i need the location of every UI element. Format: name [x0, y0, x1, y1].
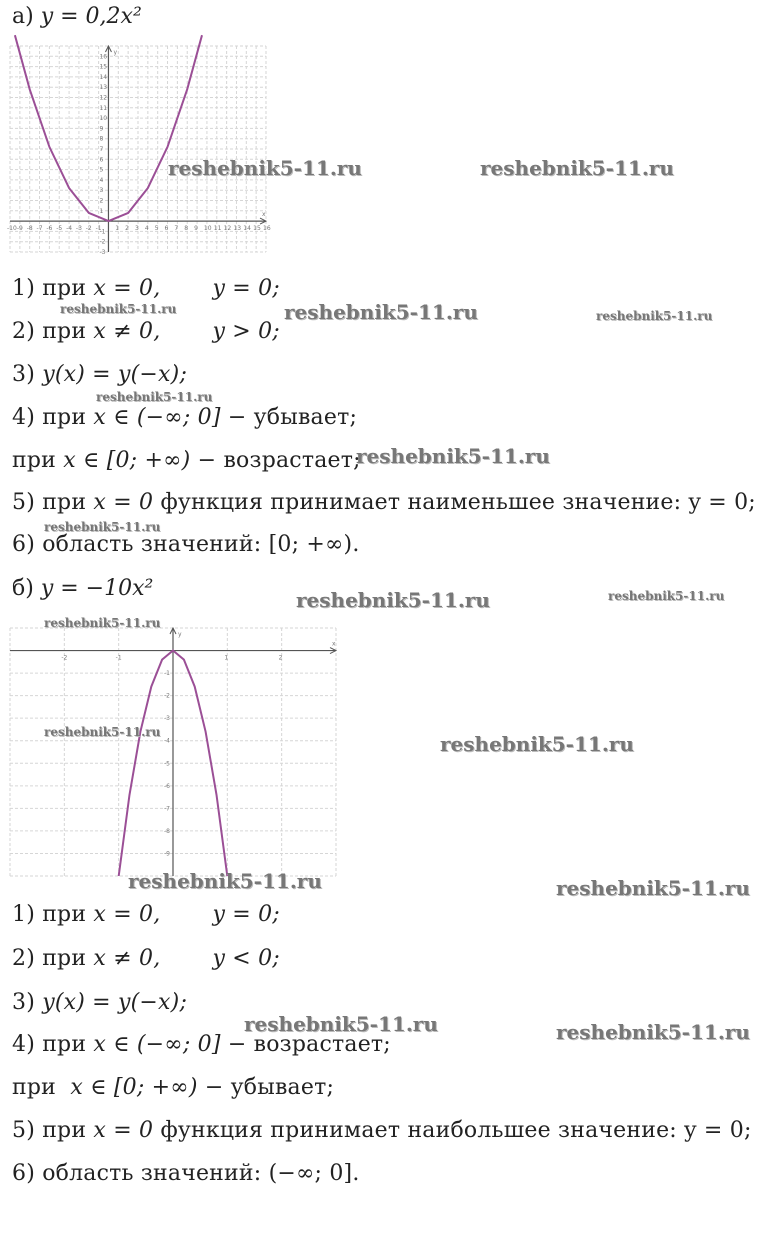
- y-tick-label: -1: [164, 670, 170, 678]
- watermark: reshebnik5-11.ru: [96, 390, 213, 404]
- watermark: reshebnik5-11.ru: [608, 589, 725, 603]
- watermark: reshebnik5-11.ru: [168, 156, 362, 180]
- y-axis-label: y: [178, 631, 182, 638]
- watermark: reshebnik5-11.ru: [284, 300, 478, 324]
- x-tick-label: 15: [253, 225, 261, 233]
- watermark: reshebnik5-11.ru: [244, 1012, 438, 1036]
- y-tick-label: 3: [99, 187, 104, 195]
- part-b-heading: [12, 576, 153, 601]
- y-tick-label: 14: [99, 73, 108, 81]
- y-tick-label: 1: [99, 207, 104, 215]
- part-b-item-4b: при x ∈ [0; +∞) − убывает;: [12, 1075, 335, 1100]
- y-tick-label: 7: [99, 146, 104, 153]
- chart-a-ticks: [7, 49, 271, 256]
- x-tick-label: 5: [154, 225, 159, 233]
- x-tick-label: 14: [243, 225, 251, 233]
- part-b-item-2: 2) при x ≠ 0, y < 0;: [12, 946, 280, 971]
- x-tick-label: -1: [95, 225, 102, 233]
- x-tick-label: -8: [26, 225, 33, 233]
- x-tick-label: -4: [66, 225, 73, 233]
- part-b-label: б): [12, 576, 34, 601]
- x-tick-label: 7: [174, 225, 179, 233]
- part-a-item-2: 2) при x ≠ 0, y > 0;: [12, 319, 280, 344]
- x-tick-label: -2: [61, 654, 68, 662]
- part-a-item-4: 4) при x ∈ (−∞; 0] − убывает;: [12, 405, 358, 430]
- x-tick-label: 6: [164, 225, 169, 233]
- watermark: reshebnik5-11.ru: [128, 869, 322, 893]
- x-tick-label: 16: [263, 225, 271, 233]
- watermark: reshebnik5-11.ru: [440, 732, 634, 756]
- x-tick-label: 3: [135, 225, 139, 233]
- part-a-item-4b: при x ∈ [0; +∞) − возрастает;: [12, 448, 361, 473]
- x-tick-label: -6: [46, 225, 53, 233]
- y-tick-label: -8: [164, 827, 170, 835]
- y-tick-label: 15: [99, 63, 108, 71]
- y-tick-label: 10: [99, 115, 108, 123]
- x-tick-label: 8: [184, 225, 189, 233]
- x-tick-label: 4: [144, 225, 149, 233]
- y-tick-label: -6: [164, 782, 170, 790]
- part-a-item-5: 5) при x = 0 функция принимает наименьшее значение: y = 0;: [12, 490, 756, 515]
- part-a-heading: [12, 4, 142, 29]
- x-tick-label: 9: [194, 225, 198, 233]
- y-tick-label: -1: [99, 228, 106, 236]
- part-b-formula: y = −10x²: [40, 576, 154, 601]
- watermark: reshebnik5-11.ru: [44, 725, 161, 739]
- chart-b-ticks: [61, 631, 336, 857]
- y-tick-label: 5: [99, 166, 104, 174]
- part-b-item-6: 6) область значений: (−∞; 0].: [12, 1161, 360, 1186]
- part-a-formula: y = 0,2x²: [40, 4, 142, 29]
- watermark: reshebnik5-11.ru: [596, 309, 713, 323]
- watermark: reshebnik5-11.ru: [480, 156, 674, 180]
- x-tick-label: 12: [223, 225, 232, 233]
- y-axis-label: y: [113, 49, 118, 56]
- y-tick-label: 4: [99, 176, 104, 184]
- x-tick-label: -5: [56, 225, 63, 233]
- part-b-item-1: 1) при x = 0, y = 0;: [12, 902, 280, 927]
- chart-b-axes: [10, 628, 336, 876]
- watermark: reshebnik5-11.ru: [556, 876, 750, 900]
- x-tick-label: 10: [203, 225, 212, 233]
- y-tick-label: 11: [99, 104, 108, 112]
- y-tick-label: 12: [99, 94, 108, 102]
- part-a-item-1: 1) при x = 0, y = 0;: [12, 276, 280, 301]
- x-tick-label: 1: [224, 654, 229, 662]
- part-a-item-3: 3) y(x) = y(−x);: [12, 362, 188, 387]
- x-tick-label: -2: [85, 225, 92, 233]
- part-a-label: а): [12, 4, 34, 29]
- watermark: reshebnik5-11.ru: [60, 302, 177, 316]
- x-tick-label: 1: [115, 225, 120, 233]
- part-b-item-4: 4) при x ∈ (−∞; 0] − возрастает;: [12, 1032, 391, 1057]
- watermark: reshebnik5-11.ru: [44, 520, 161, 534]
- y-tick-label: -3: [99, 249, 106, 256]
- x-tick-label: -7: [36, 225, 43, 233]
- x-tick-label: 2: [125, 225, 129, 233]
- y-tick-label: 9: [99, 125, 104, 133]
- part-b-item-5: 5) при x = 0 функция принимает наибольшее значение: y = 0;: [12, 1118, 752, 1143]
- y-tick-label: -3: [164, 715, 170, 723]
- x-tick-label: 13: [233, 225, 242, 233]
- watermark: reshebnik5-11.ru: [556, 1020, 750, 1044]
- x-tick-label: -9: [16, 225, 23, 233]
- y-tick-label: 13: [99, 84, 108, 92]
- y-tick-label: -7: [164, 805, 170, 813]
- x-tick-label: -1: [115, 654, 122, 662]
- y-tick-label: 16: [99, 53, 108, 61]
- y-tick-label: 2: [99, 197, 104, 205]
- y-tick-label: -2: [164, 692, 170, 700]
- y-tick-label: -2: [99, 238, 106, 246]
- part-b-item-3: 3) y(x) = y(−x);: [12, 990, 188, 1015]
- y-tick-label: -5: [164, 760, 170, 768]
- watermark: reshebnik5-11.ru: [44, 616, 161, 630]
- x-axis-label: x: [262, 211, 266, 219]
- x-tick-label: 2: [278, 654, 283, 662]
- x-tick-label: -10: [7, 225, 17, 233]
- x-axis-label: x: [332, 640, 336, 648]
- y-tick-label: 6: [99, 156, 104, 164]
- watermark: reshebnik5-11.ru: [356, 444, 550, 468]
- y-tick-label: -9: [164, 850, 170, 858]
- chart-a: [8, 42, 270, 256]
- part-a-item-6: 6) область значений: [0; +∞).: [12, 532, 360, 557]
- chart-b: [6, 622, 340, 880]
- watermark: reshebnik5-11.ru: [296, 588, 490, 612]
- y-tick-label: -4: [164, 737, 170, 745]
- x-tick-label: -3: [75, 225, 82, 233]
- y-tick-label: 8: [99, 135, 104, 143]
- x-tick-label: 11: [213, 225, 222, 233]
